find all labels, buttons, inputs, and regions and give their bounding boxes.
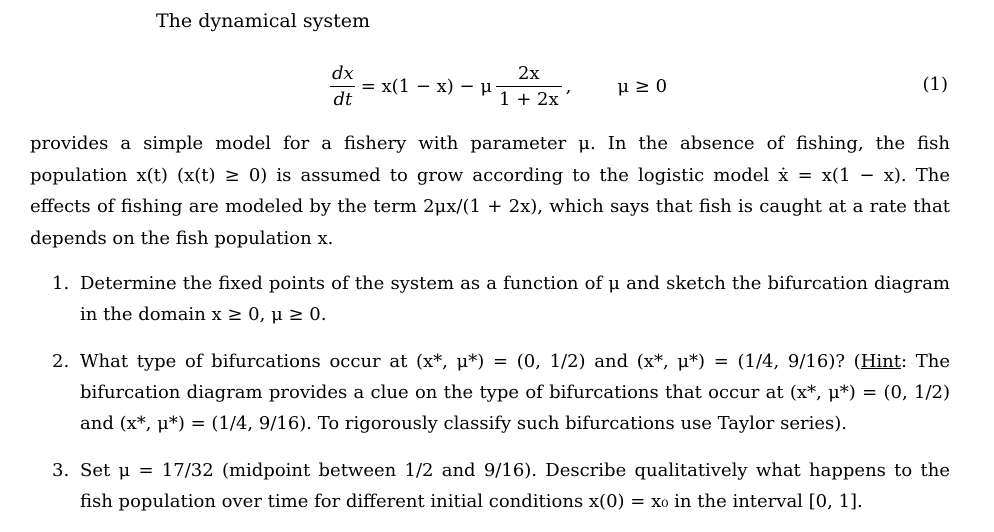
item-number: 3. bbox=[52, 460, 70, 481]
fishing-denominator: 1 + 2x bbox=[496, 86, 562, 110]
list-item bbox=[52, 455, 950, 517]
item-text: Set μ = 17/32 (midpoint between 1/2 and 9/16). Describe qualitatively what happens to the fish population over time for different initial conditions x(0) = x₀ in the interval [0, 1]. bbox=[80, 460, 950, 512]
parameter-condition: μ ≥ 0 bbox=[617, 75, 668, 97]
description-paragraph bbox=[30, 128, 950, 254]
derivative-numerator: dx bbox=[332, 62, 354, 84]
item-number: 1. bbox=[52, 273, 70, 294]
equation-block bbox=[0, 56, 994, 116]
paragraph-text: provides a simple model for a fishery with parameter μ. In the absence of fishing, the fish population x(t) (x(t) ≥ 0) is assumed to grow according to the logistic model ẋ = x(1 − x). The effects of fishing are modeled by the term 2μx/(1 + 2x), which says that fish is caught at a rate that depends on the fish population x. bbox=[30, 133, 950, 249]
equation-comma: , bbox=[565, 75, 572, 97]
intro-text: The dynamical system bbox=[156, 10, 370, 32]
item-text: Determine the fixed points of the system as a function of μ and sketch the bifurcation diagram in the domain x ≥ 0, μ ≥ 0. bbox=[80, 273, 950, 325]
item-text bbox=[80, 346, 950, 439]
item-text-part: : The bifurcation diagram provides a clue on the type of bifurcations that occur at (x*, μ*) = (0, 1/2) and (x*, μ*) = (1/4, 9/16). To rigorously classify such bifurcations use Taylor series). bbox=[80, 351, 950, 434]
hint-label: Hint bbox=[860, 351, 901, 372]
derivative-denominator: dt bbox=[330, 86, 355, 110]
fishing-fraction bbox=[496, 63, 562, 110]
list-item bbox=[52, 268, 950, 330]
item-number: 2. bbox=[52, 351, 70, 372]
list-item bbox=[52, 346, 950, 439]
item-text-part: What type of bifurcations occur at (x*, μ*) = (0, 1/2) and (x*, μ*) = (1/4, 9/16)? ( bbox=[80, 351, 861, 372]
equation bbox=[325, 56, 667, 116]
fishing-numerator: 2x bbox=[518, 62, 540, 84]
equation-number: (1) bbox=[922, 74, 948, 95]
derivative-fraction bbox=[329, 63, 357, 110]
equation-middle: = x(1 − x) − μ bbox=[360, 75, 493, 97]
